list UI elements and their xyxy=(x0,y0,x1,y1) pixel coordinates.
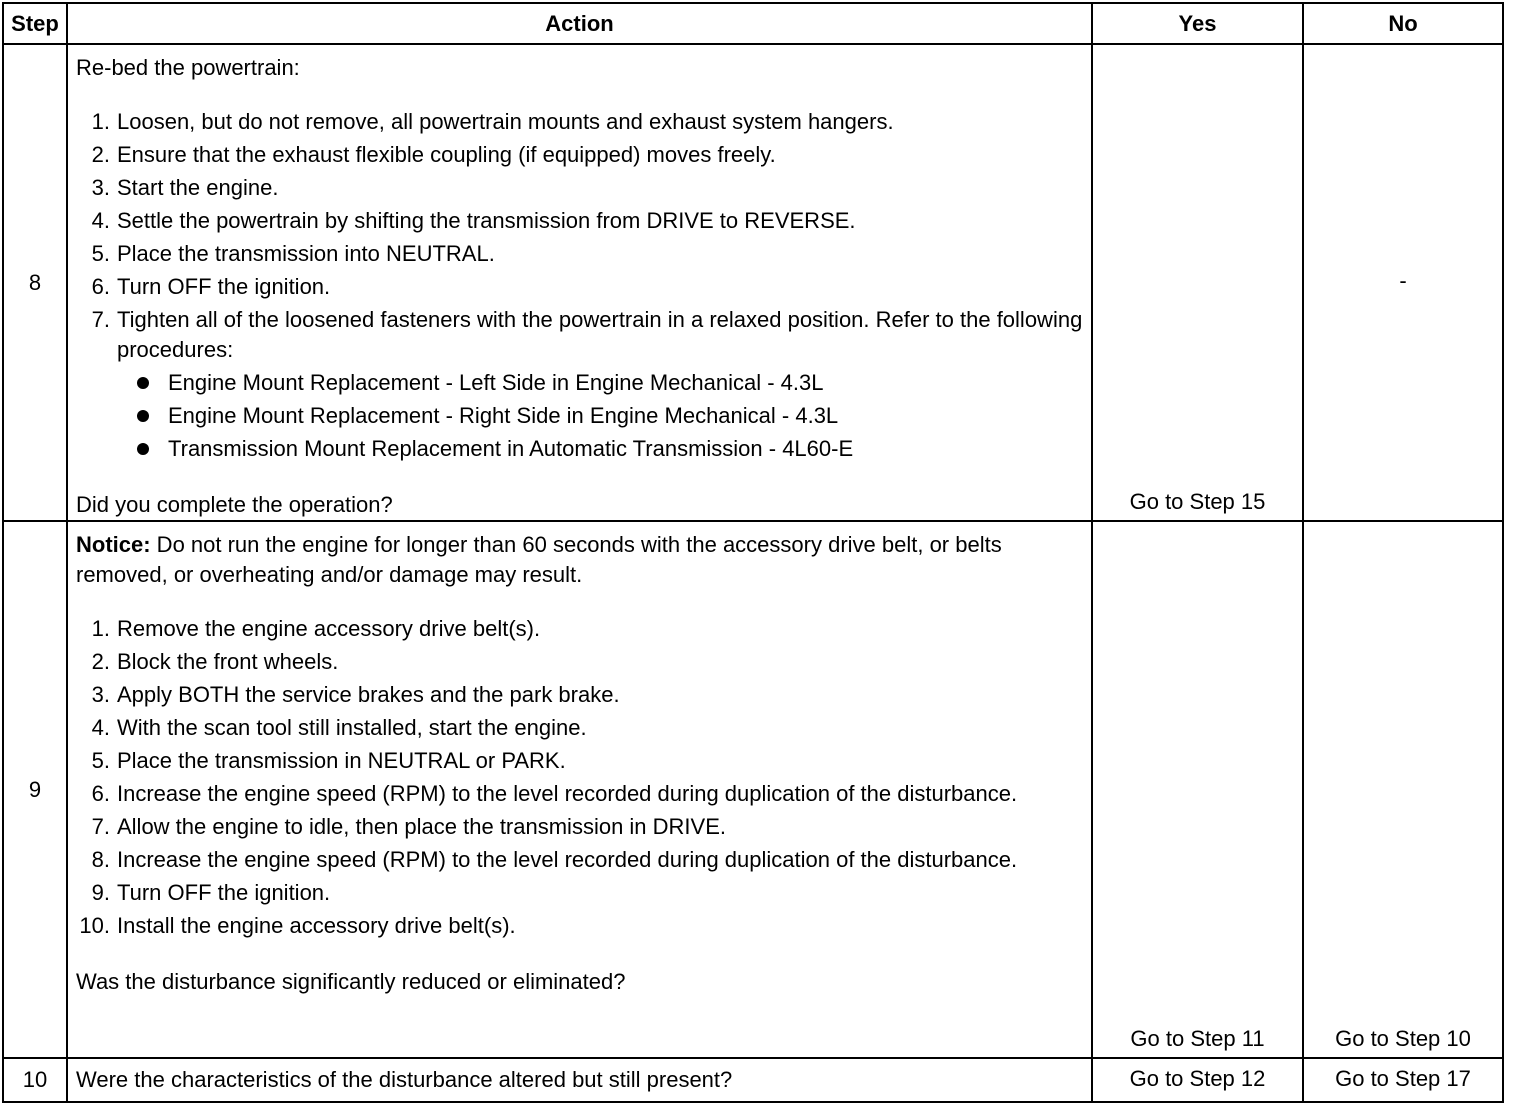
notice-text: Do not run the engine for longer than 60 seconds with the accessory drive belt, or belts removed, or overheating and/or damage may result. xyxy=(76,532,1002,587)
action-question: Were the characteristics of the disturbance altered but still present? xyxy=(67,1058,1092,1102)
procedure-step: 6. Increase the engine speed (RPM) to the level recorded during duplication of the disturbance. xyxy=(91,781,1018,806)
procedure-step: 5. Place the transmission into NEUTRAL. xyxy=(91,241,495,266)
yes-cell[interactable]: Go to Step 12 xyxy=(1092,1058,1303,1102)
procedure-step: 2. Block the front wheels. xyxy=(91,649,339,674)
procedure-step: 3. Start the engine. xyxy=(91,175,279,200)
table-row xyxy=(3,1058,1503,1102)
bullet-icon xyxy=(137,410,149,422)
header-yes: Yes xyxy=(1092,3,1303,44)
no-cell[interactable]: Go to Step 17 xyxy=(1303,1058,1503,1102)
bullet-icon xyxy=(137,443,149,455)
action-cell xyxy=(67,44,1092,521)
notice-label: Notice: xyxy=(76,532,151,557)
reference-link[interactable]: Transmission Mount Replacement in Automatic Transmission - 4L60-E xyxy=(117,434,1083,464)
procedure-step: 8. Increase the engine speed (RPM) to the level recorded during duplication of the disturbance. xyxy=(91,847,1018,872)
reference-link[interactable]: Engine Mount Replacement - Right Side in Engine Mechanical - 4.3L xyxy=(117,401,1083,431)
procedure-step: 3. Apply BOTH the service brakes and the park brake. xyxy=(91,682,620,707)
table-row xyxy=(3,521,1503,1058)
table-row xyxy=(3,44,1503,521)
procedure-step: 1. Loosen, but do not remove, all powertrain mounts and exhaust system hangers. xyxy=(91,109,894,134)
procedure-step: 2. Ensure that the exhaust flexible coupling (if equipped) moves freely. xyxy=(91,142,776,167)
step-number: 8 xyxy=(3,44,67,521)
procedure-step: 7. Allow the engine to idle, then place the transmission in DRIVE. xyxy=(91,814,726,839)
procedure-list xyxy=(76,107,1083,464)
action-question: Was the disturbance significantly reduced or eliminated? xyxy=(76,969,626,994)
procedure-step: 4. With the scan tool still installed, start the engine. xyxy=(91,715,587,740)
procedure-step: 6. Turn OFF the ignition. xyxy=(91,274,331,299)
no-cell: - xyxy=(1303,44,1503,521)
step-number: 10 xyxy=(3,1058,67,1102)
action-cell xyxy=(67,521,1092,1058)
procedure-references xyxy=(117,368,1083,464)
procedure-step: 9. Turn OFF the ignition. xyxy=(91,880,331,905)
header-step: Step xyxy=(3,3,67,44)
step-number: 9 xyxy=(3,521,67,1058)
header-row xyxy=(3,3,1503,44)
procedure-list xyxy=(76,614,1083,941)
diagnostic-table xyxy=(2,2,1504,1103)
action-intro: Re-bed the powertrain: xyxy=(76,55,300,80)
bullet-icon xyxy=(137,377,149,389)
no-cell[interactable]: Go to Step 10 xyxy=(1303,521,1503,1058)
header-no: No xyxy=(1303,3,1503,44)
procedure-step: 1. Remove the engine accessory drive belt(s). xyxy=(91,616,541,641)
yes-cell[interactable]: Go to Step 11 xyxy=(1092,521,1303,1058)
procedure-step: 4. Settle the powertrain by shifting the transmission from DRIVE to REVERSE. xyxy=(91,208,856,233)
procedure-step: 10. Install the engine accessory drive belt(s). xyxy=(79,913,516,938)
procedure-step: 7. Tighten all of the loosened fasteners with the powertrain in a relaxed position. Refer to the following procedures: Engine Mount Replacement - Left Side in Engine Mechanical - 4.3L Engine Mount Replacement - Right Side in Engine Mechanical - 4.3L Transmission Mount Replacement in Automatic Transmission - 4L60-E xyxy=(76,305,1083,464)
procedure-step: 5. Place the transmission in NEUTRAL or PARK. xyxy=(91,748,566,773)
yes-cell[interactable]: Go to Step 15 xyxy=(1092,44,1303,521)
reference-link[interactable]: Engine Mount Replacement - Left Side in Engine Mechanical - 4.3L xyxy=(117,368,1083,398)
header-action: Action xyxy=(67,3,1092,44)
action-question: Did you complete the operation? xyxy=(76,492,393,517)
notice xyxy=(76,530,1083,590)
